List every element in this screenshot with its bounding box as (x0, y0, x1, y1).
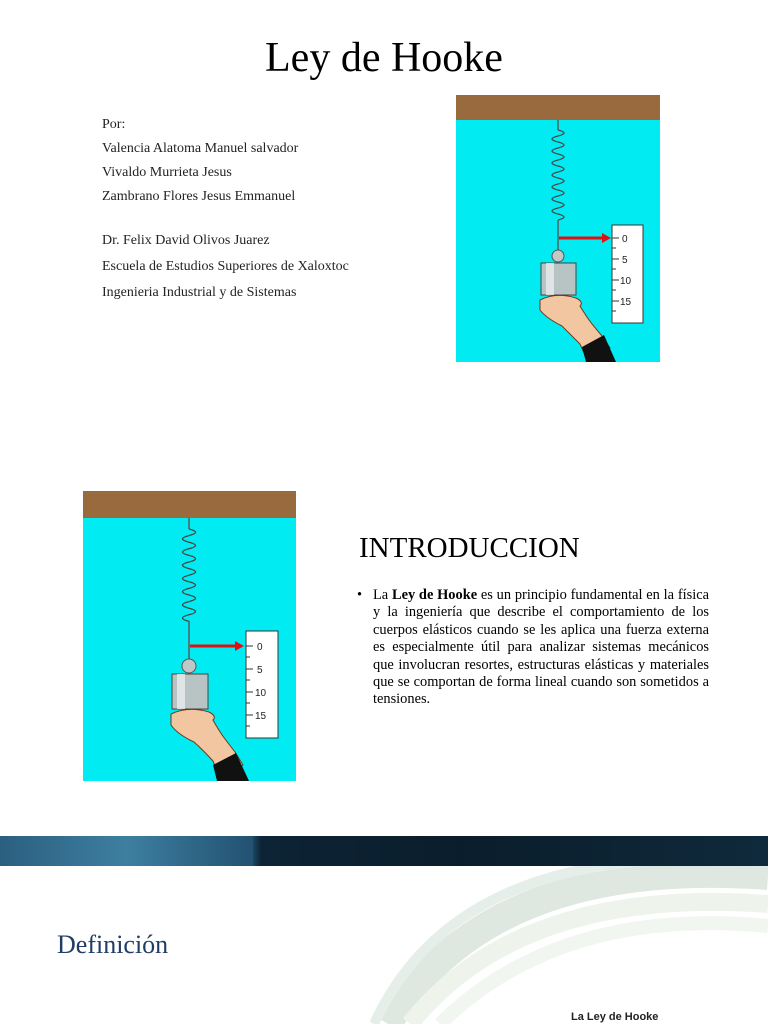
school-name: Escuela de Estudios Superiores de Xaloxtoc (102, 259, 349, 274)
header-band (0, 836, 768, 866)
intro-paragraph (357, 587, 709, 709)
para-text: es un principio fundamental en la física y la ingeniería que describe el comportamiento de los cuerpos elásticos cuando se les aplica una fuerza externa es especialmente útil para analizar sistemas mecánicos que involucran resortes, estructuras elásticas y materiales que se comportan de forma lineal cuando son sometidos a tensiones. (373, 587, 709, 708)
spring-illustration (83, 491, 296, 781)
scale-label: 10 (255, 688, 267, 699)
program-name: Ingenieria Industrial y de Sistemas (102, 285, 297, 300)
author-name: Vivaldo Murrieta Jesus (102, 165, 232, 180)
image-caption: La Ley de Hooke (571, 1011, 659, 1023)
slide-title: Ley de Hooke (265, 35, 503, 81)
scale-label: 5 (622, 255, 628, 266)
decorative-arcs (370, 866, 768, 1029)
authors-label: Por: (102, 117, 126, 132)
scale-label: 15 (620, 297, 632, 308)
section-title: INTRODUCCION (359, 532, 580, 564)
para-text: La (373, 587, 392, 603)
section-title: Definición (57, 930, 169, 959)
author-block (102, 113, 349, 305)
scale-label: 0 (622, 234, 628, 245)
author-name: Valencia Alatoma Manuel salvador (102, 141, 299, 156)
bullet-glyph: • (357, 587, 363, 603)
spring-illustration (456, 95, 660, 362)
scale-label: 10 (620, 276, 632, 287)
advisor-name: Dr. Felix David Olivos Juarez (102, 233, 270, 248)
scale-label: 5 (257, 665, 263, 676)
scale-label: 0 (257, 642, 263, 653)
author-name: Zambrano Flores Jesus Emmanuel (102, 189, 296, 204)
para-bold-term: Ley de Hooke (391, 587, 478, 603)
scale-label: 15 (255, 711, 267, 722)
